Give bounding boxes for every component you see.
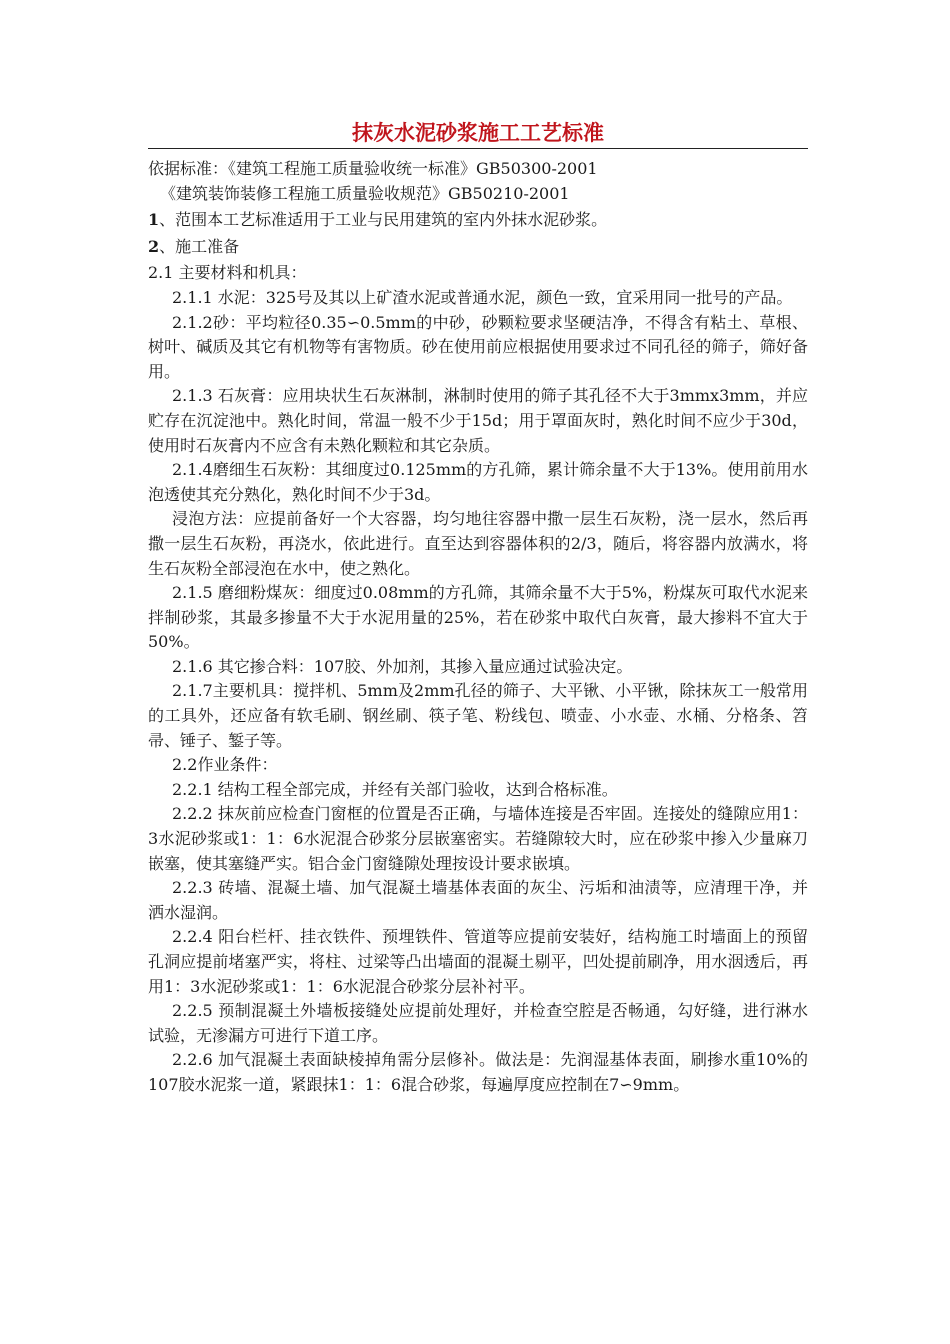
para-2-1-1: 2.1.1 水泥：325号及其以上矿渣水泥或普通水泥，颜色一致，宜采用同一批号的产品。 [172, 287, 793, 307]
para-2-2-1: 2.2.1 结构工程全部完成，并经有关部门验收，达到合格标准。 [172, 779, 618, 799]
document-page [148, 118, 808, 1098]
basis-line-1: 依据标准：《建筑工程施工质量验收统一标准》GB50300-2001 [148, 159, 598, 178]
section-2 [148, 235, 808, 260]
para-2-2-3: 2.2.3 砖墙、混凝土墙、加气混凝土墙基体表面的灰尘、污垢和油渍等，应清理干净，并洒水湿润。 [148, 878, 808, 922]
para-2-1-2: 2.1.2砂：平均粒径0.35∽0.5mm的中砂，砂颗粒要求坚硬洁净，不得含有粘土、草根、树叶、碱质及其它有机物等有害物质。砂在使用前应根据使用要求过不同孔径的筛子，筛好备用。 [148, 312, 808, 381]
para-soak-method: 浸泡方法：应提前备好一个大容器，均匀地往容器中撒一层生石灰粉，浇一层水，然后再撒一层生石灰粉，再浇水，依此进行。直至达到容器体积的2/3，随后，将容器内放满水，将生石灰粉全部浸泡在水中，使之熟化。 [148, 509, 808, 578]
section-1-number: 1 [148, 210, 160, 230]
title-underline [148, 148, 808, 149]
document-body [148, 157, 808, 1098]
para-2-2-4: 2.2.4 阳台栏杆、挂衣铁件、预埋铁件、管道等应提前安装好，结构施工时墙面上的预留孔洞应提前堵塞严实，将柱、过梁等凸出墙面的混凝土剔平，凹处提前刷净，用水洇透后，再用1：3水泥砂浆或1：1：6水泥混合砂浆分层补衬平。 [148, 927, 808, 996]
section-2-number: 2 [148, 236, 160, 256]
para-2-2: 2.2作业条件： [172, 755, 278, 775]
para-2-1-7: 2.1.7主要机具：搅拌机、5mm及2mm孔径的筛子、大平锹、小平锹，除抹灰工一般常用的工具外，还应备有软毛刷、钢丝刷、筷子笔、粉线包、喷壶、小水壶、水桶、分格条、笤帚、锤子、錾子等。 [148, 681, 808, 750]
para-2-1-6: 2.1.6 其它掺合料：107胶、外加剂，其掺入量应通过试验决定。 [172, 656, 633, 676]
para-2-2-2: 2.2.2 抹灰前应检查门窗框的位置是否正确，与墙体连接是否牢固。连接处的缝隙应用1：3水泥砂浆或1：1：6水泥混合砂浆分层嵌塞密实。若缝隙较大时，应在砂浆中掺入少量麻刀嵌塞，使其塞缝严实。铝合金门窗缝隙处理按设计要求嵌填。 [148, 804, 808, 873]
para-2-1-5: 2.1.5 磨细粉煤灰：细度过0.08mm的方孔筛，其筛余量不大于5%，粉煤灰可取代水泥来拌制砂浆，其最多掺量不大于水泥用量的25%，若在砂浆中取代白灰膏，最大掺料不宜大于50%。 [148, 583, 808, 652]
section-1 [148, 208, 808, 233]
document-title: 抹灰水泥砂浆施工工艺标准 [352, 120, 604, 145]
section-2-text: 、施工准备 [159, 236, 240, 256]
para-2-1-4: 2.1.4磨细生石灰粉：其细度过0.125mm的方孔筛，累计筛余量不大于13%。使用前用水泡透使其充分熟化，熟化时间不少于3d。 [148, 460, 808, 504]
para-2-2-6: 2.2.6 加气混凝土表面缺棱掉角需分层修补。做法是：先润湿基体表面，刷掺水重10%的107胶水泥浆一道，紧跟抹1：1：6混合砂浆，每遍厚度应控制在7∽9mm。 [148, 1050, 808, 1094]
para-2-1-3: 2.1.3 石灰膏：应用块状生石灰淋制，淋制时使用的筛子其孔径不大于3mmx3mm，并应贮存在沉淀池中。熟化时间，常温一般不少于15d；用于罩面灰时，熟化时间不应少于30d，使用时石灰膏内不应含有未熟化颗粒和其它杂质。 [148, 386, 808, 455]
para-2-1: 2.1 主要材料和机具： [148, 263, 307, 283]
para-2-2-5: 2.2.5 预制混凝土外墙板接缝处应提前处理好，并检查空腔是否畅通，勾好缝，进行淋水试验，无渗漏方可进行下道工序。 [148, 1001, 808, 1045]
section-1-text: 、范围本工艺标准适用于工业与民用建筑的室内外抹水泥砂浆。 [159, 210, 608, 230]
basis-line-2: 《建筑装饰装修工程施工质量验收规范》GB50210-2001 [160, 183, 570, 203]
